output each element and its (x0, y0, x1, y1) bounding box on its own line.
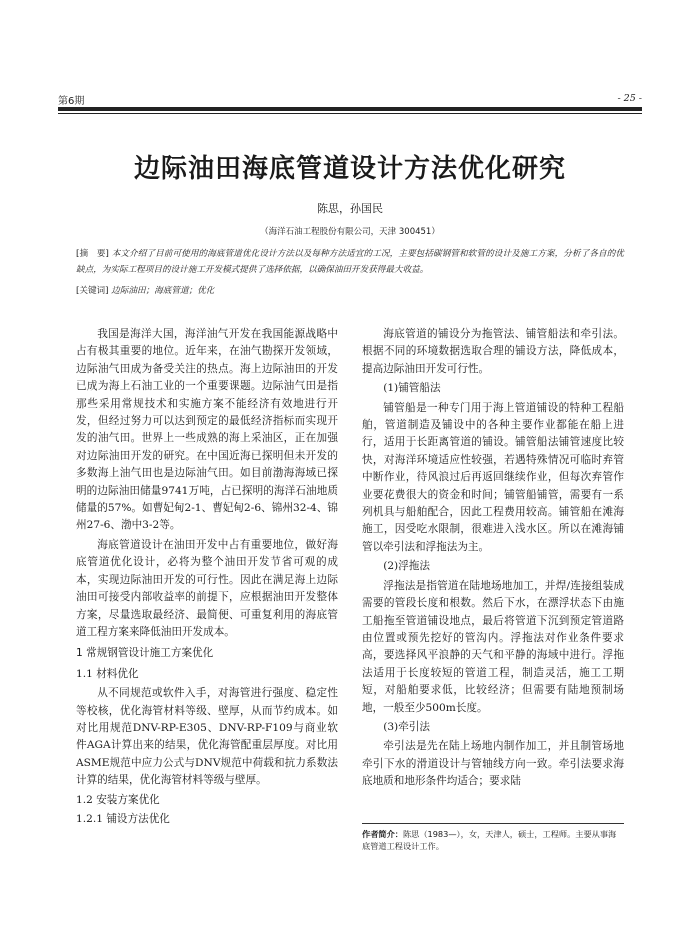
footnote-label: 作者简介： (362, 829, 403, 839)
abstract (76, 246, 624, 278)
paragraph: 牵引法是先在陆上场地内制作加工，并且制管场地牵引下水的滑道设计与管轴线方向一致。牵引法要求海底地质和地形条件均适合；要求陆 (362, 740, 624, 788)
footnote-rule (362, 823, 624, 824)
paragraph: 浮拖法是指管道在陆地场地加工，并焊/连接组装成需要的管段长度和根数。然后下水，在漂浮状态下由施工船拖至管道铺设地点，最后将管道下沉到预定管道路由位置或预先挖好的管沟内。浮拖法对作业条件要求高，要选择风平浪静的天气和平静的海域中进行。浮拖法适用于长度较短的管道工程，制造灵活，施工工期短，对船舶要求低，比较经济；但需要有陆地预制场地，一般至少500m长度。 (362, 579, 624, 714)
keywords (76, 284, 624, 296)
subsection-heading: 1.2 安装方案优化 (76, 793, 160, 806)
right-column (362, 326, 624, 791)
paragraph: 从不同规范或软件入手，对海管进行强度、稳定性等校核，优化海管材料等级、壁厚，从而节约成本。如对比用规范DNV-RP-E305、DNV-RP-F109与商业软件AGA计算出来的结果，优化海管配重层厚度。对比用ASME规范中应力公式与DNV规范中荷载和抗力系数法计算的结果，优化海管材料等级与壁厚。 (76, 687, 338, 787)
article-affiliation: （海洋石油工程股份有限公司，天津 300451） (260, 227, 440, 237)
paragraph: 铺管船是一种专门用于海上管道铺设的特种工程船舶，管道制造及铺设中的各种主要作业都能在船上进行，适用于长距离管道的铺设。铺管船法铺管速度比较快，对海洋环境适应性较强，若遇特殊情况可临时弃管中断作业，待风浪过后再返回继续作业，但每次弃管作业要花费很大的资金和时间；铺管船铺管，需要有一系列机具与船舶配合，因此工程费用较高。铺管船在滩海施工，因受吃水限制，很难进入浅水区。所以在滩海铺管以牵引法和浮拖法为主。 (362, 401, 624, 553)
section-heading: 1 常规钢管设计施工方案优化 (76, 647, 214, 660)
header-rule-thin (58, 113, 642, 114)
header-rule-thick (58, 107, 642, 111)
author-footnote (362, 828, 624, 852)
subsection-heading: 1.2.1 铺设方法优化 (76, 812, 170, 825)
subsection-heading: 1.1 材料优化 (76, 667, 139, 680)
method-heading: (3)牵引法 (383, 720, 430, 733)
abstract-text: 本文介绍了目前可使用的海底管道优化设计方法以及每种方法适宜的工况，主要包括碳钢管和软管的设计及施工方案，分析了各自的优缺点，为实际工程项目的设计施工开发模式提供了选择依据，以确保油田开发获得最大收益。 (76, 249, 624, 275)
article-title: 边际油田海底管道设计方法优化研究 (133, 154, 566, 184)
article-authors: 陈思，孙国民 (317, 202, 383, 215)
left-column (76, 326, 338, 830)
paragraph: 海底管道的铺设分为拖管法、铺管船法和牵引法。根据不同的环境数据选取合理的铺设方法，降低成本，提高边际油田开发可行性。 (362, 328, 624, 375)
keywords-text: 边际油田；海底管道；优化 (111, 286, 215, 296)
abstract-label: [摘 要] (76, 249, 109, 259)
keywords-label: [关键词] (76, 286, 109, 296)
paragraph: 我国是海洋大国，海洋油气开发在我国能源战略中占有极其重要的地位。近年来，在油气勘探开发领域，边际油气田成为备受关注的热点。海上边际油田的开发已成为海上石油工业的一个重要课题。边际油气田是指那些采用常规技术和实施方案不能经济有效地进行开发，但经过努力可以达到预定的最低经济指标而实现开发的油气田。世界上一些成熟的海上采油区，正在加强对边际油田开发的研究。在中国近海已探明但未开发的多数海上油气田也是边际油气田。如目前渤海海域已探明的边际油田储量9741万吨，占已探明的海洋石油地质储量的57%。如曹妃甸2-1、曹妃甸2-6、锦州32-4、锦州27-6、渤中3-2等。 (76, 328, 338, 532)
paragraph: 海底管道设计在油田开发中占有重要地位，做好海底管道优化设计，必将为整个油田开发节省可观的成本，实现边际油田开发的可行性。因此在满足海上边际油田可接受内部收益率的前提下，应根据油田开发整体方案，尽量选取最经济、最简便、可重复利用的海底管道工程方案来降低油田开发成本。 (76, 538, 338, 638)
method-heading: (2)浮拖法 (383, 560, 430, 573)
footnote-text: 陈思（1983—），女，天津人，硕士，工程师。主要从事海底管道工程设计工作。 (362, 829, 617, 851)
issue-number: 第6期 (58, 96, 85, 107)
method-heading: (1)铺管船法 (383, 382, 441, 395)
page-number: - 25 - (617, 93, 642, 104)
